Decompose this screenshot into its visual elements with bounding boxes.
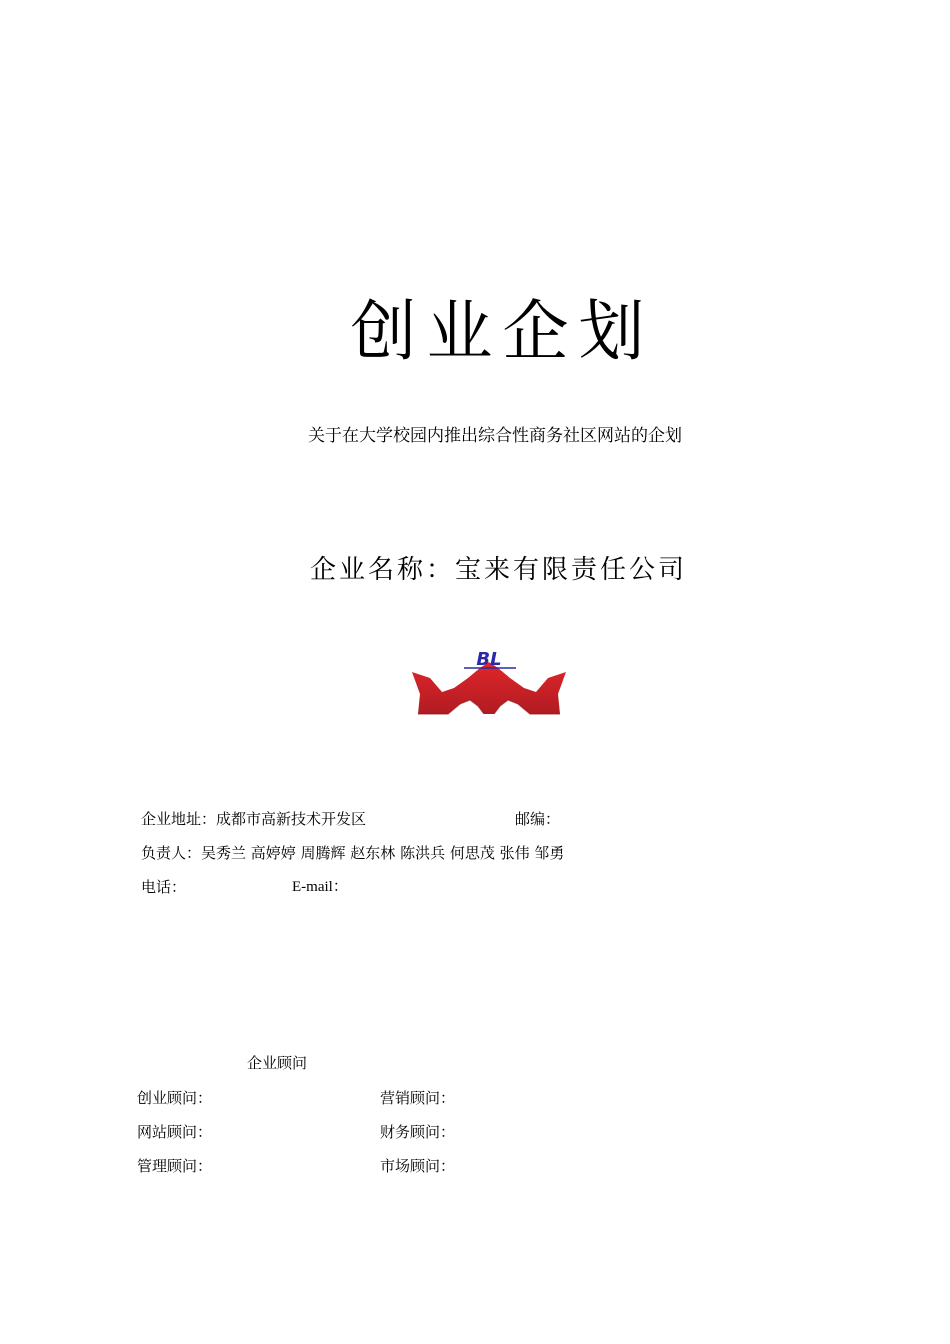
advisor-management: 管理顾问： (137, 1157, 213, 1175)
company-logo (408, 648, 570, 720)
email-line: E-mail： (292, 879, 348, 895)
advisors-heading: 企业顾问 (247, 1054, 308, 1072)
advisor-website: 网站顾问： (137, 1123, 213, 1141)
crown-logo-icon (408, 648, 570, 720)
logo-text: BL (476, 649, 502, 670)
advisor-market: 市场顾问： (380, 1157, 456, 1175)
persons-line: 负责人：吴秀兰 高婷婷 周腾辉 赵东林 陈洪兵 何思茂 张伟 邹勇 (141, 844, 565, 862)
advisor-startup: 创业顾问： (137, 1089, 213, 1107)
company-name: 企业名称：宝来有限责任公司 (310, 555, 688, 585)
advisor-finance: 财务顾问： (380, 1123, 456, 1141)
phone-line: 电话： (141, 878, 187, 896)
document-title: 创业企划 (350, 293, 655, 370)
advisor-marketing: 营销顾问： (380, 1089, 456, 1107)
address-line: 企业地址：成都市高新技术开发区 (141, 810, 367, 828)
postcode-line: 邮编： (515, 810, 561, 828)
document-subtitle: 关于在大学校园内推出综合性商务社区网站的企划 (308, 426, 682, 446)
